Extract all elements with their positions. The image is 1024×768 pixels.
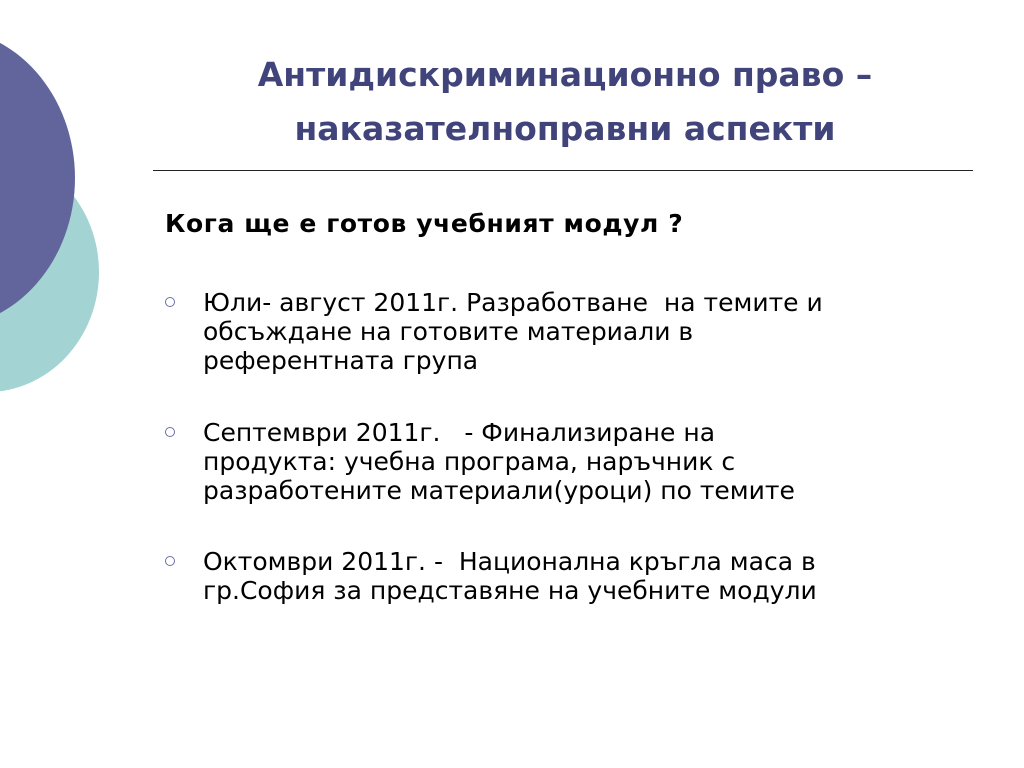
bullet-text-line: гр.София за представяне на учебните модули — [203, 576, 817, 605]
bullet-text-line: разработените материали(уроци) по темите — [203, 476, 795, 505]
bullet-text-line: референтната група — [203, 346, 479, 375]
bullet-text-line: Октомври 2011г. - Национална кръгла маса в — [203, 547, 816, 576]
hollow-circle-icon — [165, 297, 175, 307]
bullet-text-line: продукта: учебна програма, наръчник с — [203, 447, 736, 476]
bullet-text — [203, 547, 963, 605]
slide-subheading: Кога ще е готов учебният модул ? — [165, 209, 684, 238]
slide-title — [150, 48, 980, 156]
hollow-circle-icon — [165, 427, 175, 437]
bullet-text — [203, 418, 963, 505]
bullet-text-line: обсъждане на готовите материали в — [203, 317, 694, 346]
slide-title-line: наказателноправни аспекти — [294, 109, 836, 148]
bullet-text-line: Юли- август 2011г. Разработване на темите и — [203, 288, 823, 317]
title-divider — [153, 170, 973, 171]
slide-title-line: Антидискриминационно право – — [257, 55, 873, 94]
hollow-circle-icon — [165, 556, 175, 566]
bullet-text-line: Септември 2011г. - Финализиране на — [203, 418, 716, 447]
bullet-text — [203, 288, 963, 375]
